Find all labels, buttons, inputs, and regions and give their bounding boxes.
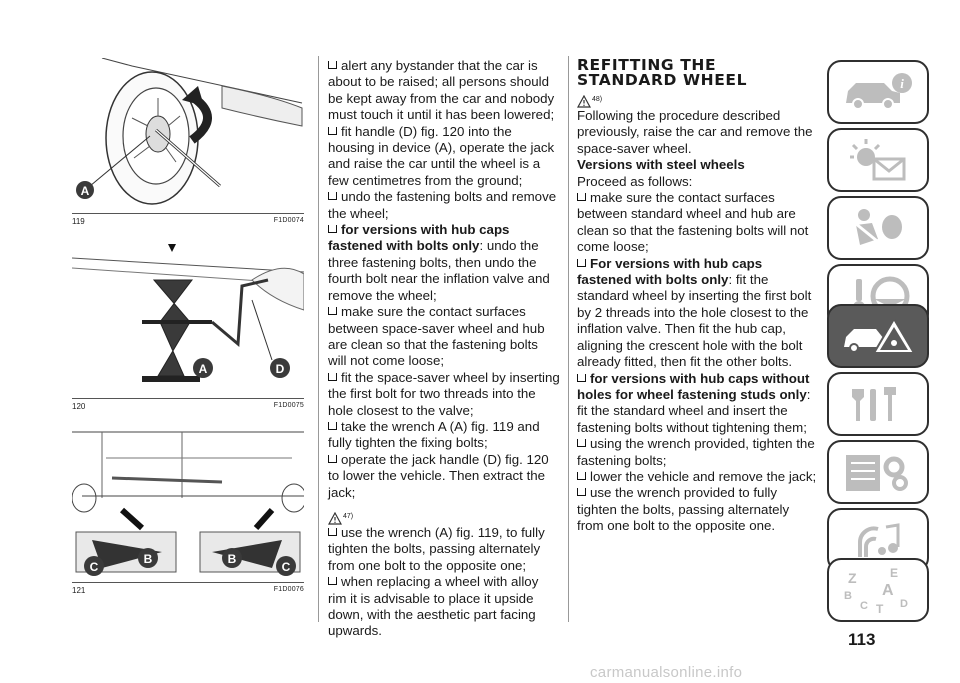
bullet-icon bbox=[328, 373, 337, 381]
bullet-icon bbox=[577, 259, 586, 267]
subheading: Versions with steel wheels bbox=[577, 157, 745, 173]
figure-121 bbox=[72, 428, 304, 578]
svg-text:B: B bbox=[227, 552, 237, 566]
svg-text:A: A bbox=[80, 184, 90, 198]
technical-data-icon bbox=[838, 449, 918, 495]
svg-text:T: T bbox=[876, 602, 884, 615]
svg-text:A: A bbox=[198, 362, 208, 376]
list-item: fit handle (D) fig. 120 into the housing in device (A), operate the jack and raise the car until the wheel is a few centimetres from the ground; bbox=[328, 123, 555, 188]
list-item: using the wrench provided, tighten the fastening bolts; bbox=[577, 436, 815, 468]
bullet-icon bbox=[328, 455, 337, 463]
bullet-icon bbox=[577, 488, 586, 496]
svg-text:A: A bbox=[882, 582, 894, 599]
list-item: for versions with hub caps fastened with bolts only: undo the three fastening bolts, then undo the fourth bolt near the inflation valve and remove the wheel; bbox=[328, 222, 550, 303]
warning-reference: 47) bbox=[328, 501, 560, 525]
list-item: use the wrench (A) fig. 119, to fully tighten the bolts, passing alternately from one bolt to the opposite one; bbox=[328, 524, 545, 573]
warning-lights-icon bbox=[838, 137, 918, 183]
figure-code: F1D0074 bbox=[273, 217, 304, 224]
index-icon bbox=[838, 565, 918, 615]
multimedia-icon bbox=[838, 517, 918, 563]
text-column-1 bbox=[328, 58, 560, 640]
tab-emergency[interactable] bbox=[827, 304, 929, 368]
tab-car-info[interactable] bbox=[827, 60, 929, 124]
figure-number: 119 bbox=[72, 217, 85, 226]
svg-text:C: C bbox=[860, 600, 868, 612]
figure-code: F1D0076 bbox=[273, 586, 304, 593]
bullet-icon bbox=[577, 472, 586, 480]
list-item: take the wrench A (A) fig. 119 and fully tighten the fixing bolts; bbox=[328, 418, 540, 451]
svg-text:B: B bbox=[844, 590, 852, 602]
bullet-icon bbox=[577, 439, 586, 447]
tab-safety[interactable] bbox=[827, 196, 929, 260]
list-item: alert any bystander that the car is about to be raised; all persons should be kept away from the car and nobody must touch it until it has been lowered; bbox=[328, 58, 555, 123]
list-item: undo the fastening bolts and remove the wheel; bbox=[328, 189, 557, 221]
watermark: carmanualsonline.info bbox=[590, 664, 743, 681]
list-item: operate the jack handle (D) fig. 120 to lower the vehicle. Then extract the jack; bbox=[328, 451, 549, 500]
column-divider bbox=[568, 56, 569, 622]
list-item: make sure the contact surfaces between standard wheel and hub are clean so that the fastening bolts will not come loose; bbox=[577, 190, 809, 255]
svg-text:E: E bbox=[890, 566, 899, 580]
bullet-icon bbox=[328, 528, 337, 536]
svg-text:B: B bbox=[143, 552, 153, 566]
tab-index[interactable] bbox=[827, 558, 929, 622]
text-column-2 bbox=[577, 58, 817, 535]
svg-text:Z: Z bbox=[848, 570, 857, 586]
bullet-icon bbox=[328, 307, 337, 315]
list-item: For versions with hub caps fastened with bolts only: fit the standard wheel by inserting the first bolt by 2 threads into the hole closest to the inflation valve. Then fit the hub cap, aligning the crescent hole with the bolt already fitted, then fit the other bolts. bbox=[577, 255, 812, 370]
wheel-wrench-illustration bbox=[72, 58, 304, 208]
bullet-icon bbox=[577, 193, 586, 201]
intro-paragraph: Following the procedure described previously, raise the car and remove the space-saver wheel. bbox=[577, 108, 813, 156]
bullet-icon bbox=[328, 61, 337, 69]
warning-reference: 48) bbox=[577, 88, 817, 108]
svg-text:D: D bbox=[275, 362, 285, 376]
list-item: make sure the contact surfaces between space-saver wheel and hub are clean so that the fastening bolts will not come loose; bbox=[328, 304, 545, 369]
bullet-icon bbox=[328, 225, 337, 233]
tab-maintenance[interactable] bbox=[827, 372, 929, 436]
jack-illustration bbox=[72, 240, 304, 390]
bullet-icon bbox=[328, 192, 337, 200]
bullet-icon bbox=[328, 577, 337, 585]
warning-icon bbox=[328, 512, 342, 525]
figure-caption bbox=[72, 213, 304, 227]
emergency-icon bbox=[838, 313, 918, 359]
list-item: when replacing a wheel with alloy rim it is advisable to place it upside down, with the aesthetic part facing upwards. bbox=[328, 574, 539, 639]
bullet-icon bbox=[577, 374, 586, 382]
warning-icon bbox=[577, 95, 591, 108]
section-heading: REFITTING THE STANDARD WHEEL bbox=[577, 56, 748, 89]
svg-text:C: C bbox=[281, 560, 291, 574]
lift-points-illustration bbox=[72, 428, 304, 578]
page-number: 113 bbox=[848, 630, 876, 649]
figure-caption bbox=[72, 398, 304, 412]
figure-120 bbox=[72, 240, 304, 390]
figure-code: F1D0075 bbox=[273, 402, 304, 409]
list-item: lower the vehicle and remove the jack; bbox=[577, 469, 817, 485]
figure-number: 120 bbox=[72, 402, 86, 411]
bullet-icon bbox=[328, 127, 337, 135]
figure-number: 121 bbox=[72, 586, 86, 595]
car-info-icon bbox=[838, 69, 918, 115]
column-divider bbox=[318, 56, 319, 622]
figure-119 bbox=[72, 58, 304, 208]
tab-technical-data[interactable] bbox=[827, 440, 929, 504]
figure-caption bbox=[72, 582, 304, 596]
paragraph: Proceed as follows: bbox=[577, 173, 693, 189]
list-item: for versions with hub caps without holes for wheel fastening studs only: fit the standard wheel and insert the fastening bolts without tightening them; bbox=[577, 370, 811, 435]
svg-text:C: C bbox=[89, 560, 99, 574]
bullet-icon bbox=[328, 422, 337, 430]
svg-text:D: D bbox=[900, 598, 908, 610]
maintenance-icon bbox=[838, 381, 918, 427]
svg-text:i: i bbox=[900, 76, 904, 91]
list-item: fit the space-saver wheel by inserting the first bolt for two threads into the hole closest to the valve; bbox=[328, 369, 560, 418]
list-item: use the wrench provided to fully tighten the bolts, passing alternately from one bolt to the opposite one. bbox=[577, 485, 790, 534]
tab-warning-lights[interactable] bbox=[827, 128, 929, 192]
safety-airbag-icon bbox=[838, 205, 918, 251]
